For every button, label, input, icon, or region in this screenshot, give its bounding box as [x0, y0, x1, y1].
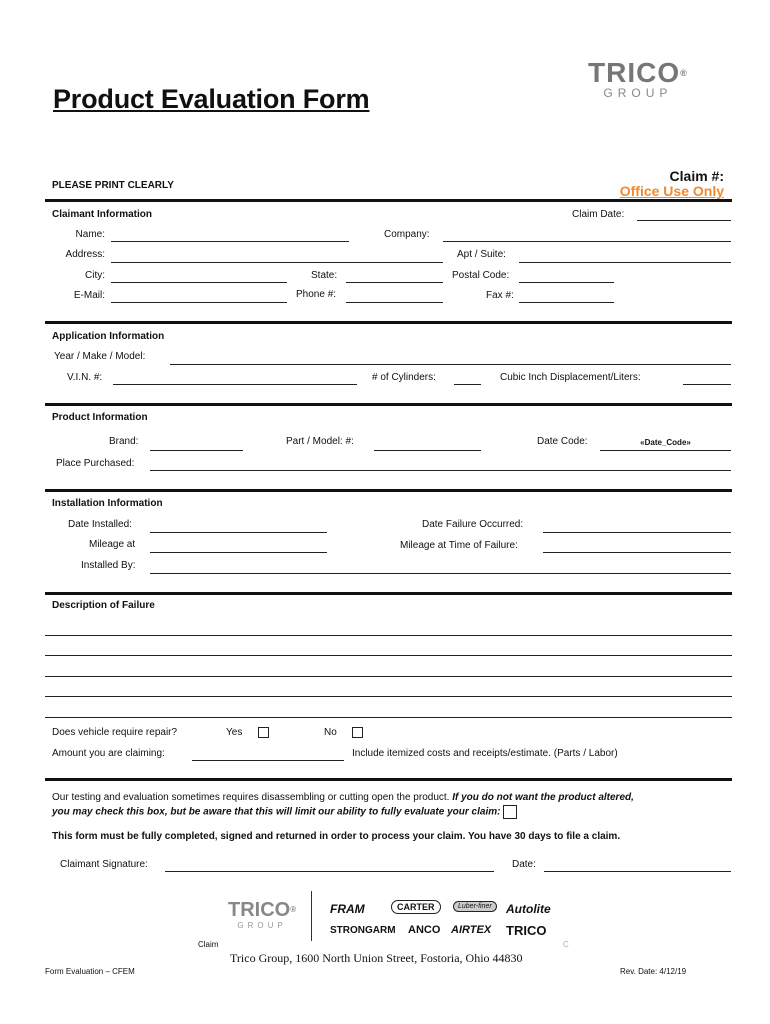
- mileage-failure-label: Mileage at Time of Failure:: [400, 540, 518, 551]
- brand-label: Brand:: [109, 436, 139, 447]
- yes-label: Yes: [226, 727, 243, 738]
- phone-field[interactable]: [346, 302, 443, 303]
- footer-address: Trico Group, 1600 North Union Street, Fostoria, Ohio 44830: [230, 951, 523, 965]
- date-failure-field[interactable]: [543, 532, 731, 533]
- logo-reg: ®: [680, 68, 688, 78]
- name-field[interactable]: [111, 241, 349, 242]
- sign-date-field[interactable]: [544, 871, 731, 872]
- ymm-field[interactable]: [170, 364, 731, 365]
- no-label: No: [324, 727, 337, 738]
- brand-field[interactable]: [150, 450, 243, 451]
- rev-date: Rev. Date: 4/12/19: [620, 967, 687, 976]
- description-line[interactable]: [45, 717, 732, 718]
- sign-date-label: Date:: [512, 859, 536, 870]
- state-label: State:: [311, 270, 338, 281]
- company-field[interactable]: [443, 241, 731, 242]
- section-application: Application Information: [52, 331, 165, 342]
- page-title: Product Evaluation Form: [53, 84, 370, 114]
- signature-label: Claimant Signature:: [60, 859, 148, 870]
- place-field[interactable]: [150, 470, 731, 471]
- date-code-field[interactable]: [600, 450, 731, 451]
- cylinders-label: # of Cylinders:: [372, 372, 436, 383]
- description-line[interactable]: [45, 655, 732, 656]
- installed-by-label: Installed By:: [81, 560, 136, 571]
- date-installed-label: Date Installed:: [68, 519, 132, 530]
- logo-sub: GROUP: [603, 86, 673, 100]
- divider: [45, 403, 732, 406]
- displacement-label: Cubic Inch Displacement/Liters:: [500, 372, 641, 383]
- city-label: City:: [85, 270, 105, 281]
- date-code-value: «Date_Code»: [640, 438, 691, 447]
- claim-date-label: Claim Date:: [572, 209, 625, 220]
- brand-anco: ANCO: [408, 924, 441, 936]
- brand-autolite: Autolite: [506, 902, 551, 916]
- brand-airtex: AIRTEX: [451, 924, 492, 936]
- divider: [45, 592, 732, 595]
- trico-logo: [588, 58, 688, 100]
- email-field[interactable]: [111, 302, 287, 303]
- address-label: Address:: [65, 249, 105, 260]
- date-failure-label: Date Failure Occurred:: [422, 519, 524, 530]
- completion-notice: This form must be fully completed, signed and returned in order to process your claim. You have 30 days to file a claim.: [52, 831, 621, 842]
- brand-carter: CARTER: [391, 900, 441, 914]
- section-product: Product Information: [52, 412, 148, 423]
- vin-label: V.I.N. #:: [67, 372, 103, 383]
- part-model-label: Part / Model: #:: [286, 436, 354, 447]
- phone-label: Phone #:: [296, 289, 337, 300]
- description-line[interactable]: [45, 635, 732, 636]
- repair-question: Does vehicle require repair?: [52, 727, 178, 738]
- amount-label: Amount you are claiming:: [52, 748, 165, 759]
- date-code-label: Date Code:: [537, 436, 588, 447]
- footer-divider: [311, 891, 312, 941]
- ymm-label: Year / Make / Model:: [54, 351, 146, 362]
- mileage-field[interactable]: [150, 552, 327, 553]
- office-use-only: Office Use Only: [619, 183, 724, 199]
- amount-field[interactable]: [192, 760, 344, 761]
- brand-strongarm: STRONGARM: [330, 925, 396, 936]
- claim-number-label: Claim #:: [669, 168, 724, 184]
- footer-logo-sub: GROUP: [237, 921, 287, 930]
- brand-fram: FRAM: [330, 902, 365, 916]
- postal-label: Postal Code:: [452, 270, 510, 281]
- apt-field[interactable]: [519, 262, 731, 263]
- c-small: C: [563, 940, 569, 949]
- email-label: E-Mail:: [73, 290, 105, 301]
- apt-label: Apt / Suite:: [457, 249, 506, 260]
- vin-field[interactable]: [113, 384, 357, 385]
- section-installation: Installation Information: [52, 498, 163, 509]
- address-field[interactable]: [111, 262, 443, 263]
- description-line[interactable]: [45, 696, 732, 697]
- installed-by-field[interactable]: [150, 573, 731, 574]
- itemized-note: Include itemized costs and receipts/estimate. (Parts / Labor): [352, 748, 618, 759]
- description-line[interactable]: [45, 676, 732, 677]
- footer-trico-logo: TRICO® GROUP: [228, 899, 297, 930]
- divider: [45, 778, 732, 781]
- form-id: Form Evaluation – CFEM: [45, 967, 135, 976]
- notice-text: Our testing and evaluation sometimes requires disassembling or cutting open the product.: [52, 792, 453, 803]
- fax-label: Fax #:: [486, 290, 514, 301]
- yes-checkbox[interactable]: [258, 727, 269, 738]
- claim-date-field[interactable]: [637, 220, 731, 221]
- state-field[interactable]: [346, 282, 443, 283]
- divider: [45, 489, 732, 492]
- fax-field[interactable]: [519, 302, 614, 303]
- disassembly-notice: [52, 791, 742, 820]
- brand-trico: TRICO: [506, 923, 547, 938]
- print-clearly: PLEASE PRINT CLEARLY: [52, 180, 174, 191]
- brand-luberfiner: Luber-finer: [453, 901, 497, 912]
- footer-logo-main: TRICO: [228, 899, 291, 921]
- mileage-label: Mileage at: [89, 539, 136, 550]
- displacement-field[interactable]: [683, 384, 731, 385]
- divider: [45, 321, 732, 324]
- claim-small: Claim: [198, 940, 219, 949]
- cylinders-field[interactable]: [454, 384, 481, 385]
- mileage-failure-field[interactable]: [543, 552, 731, 553]
- logo-main: TRICO: [588, 57, 681, 88]
- no-alter-checkbox[interactable]: [503, 805, 517, 819]
- city-field[interactable]: [111, 282, 287, 283]
- no-checkbox[interactable]: [352, 727, 363, 738]
- postal-field[interactable]: [519, 282, 614, 283]
- name-label: Name:: [75, 229, 105, 240]
- notice-italic: If you do not want the product altered,: [452, 792, 634, 803]
- section-failure: Description of Failure: [52, 600, 155, 611]
- notice-italic-2: you may check this box, but be aware that this will limit our ability to fully evaluate your claim:: [52, 806, 501, 818]
- part-model-field[interactable]: [374, 450, 481, 451]
- section-claimant: Claimant Information: [52, 209, 153, 220]
- company-label: Company:: [384, 229, 430, 240]
- divider: [45, 199, 732, 202]
- date-installed-field[interactable]: [150, 532, 327, 533]
- signature-field[interactable]: [165, 871, 494, 872]
- place-label: Place Purchased:: [56, 458, 135, 469]
